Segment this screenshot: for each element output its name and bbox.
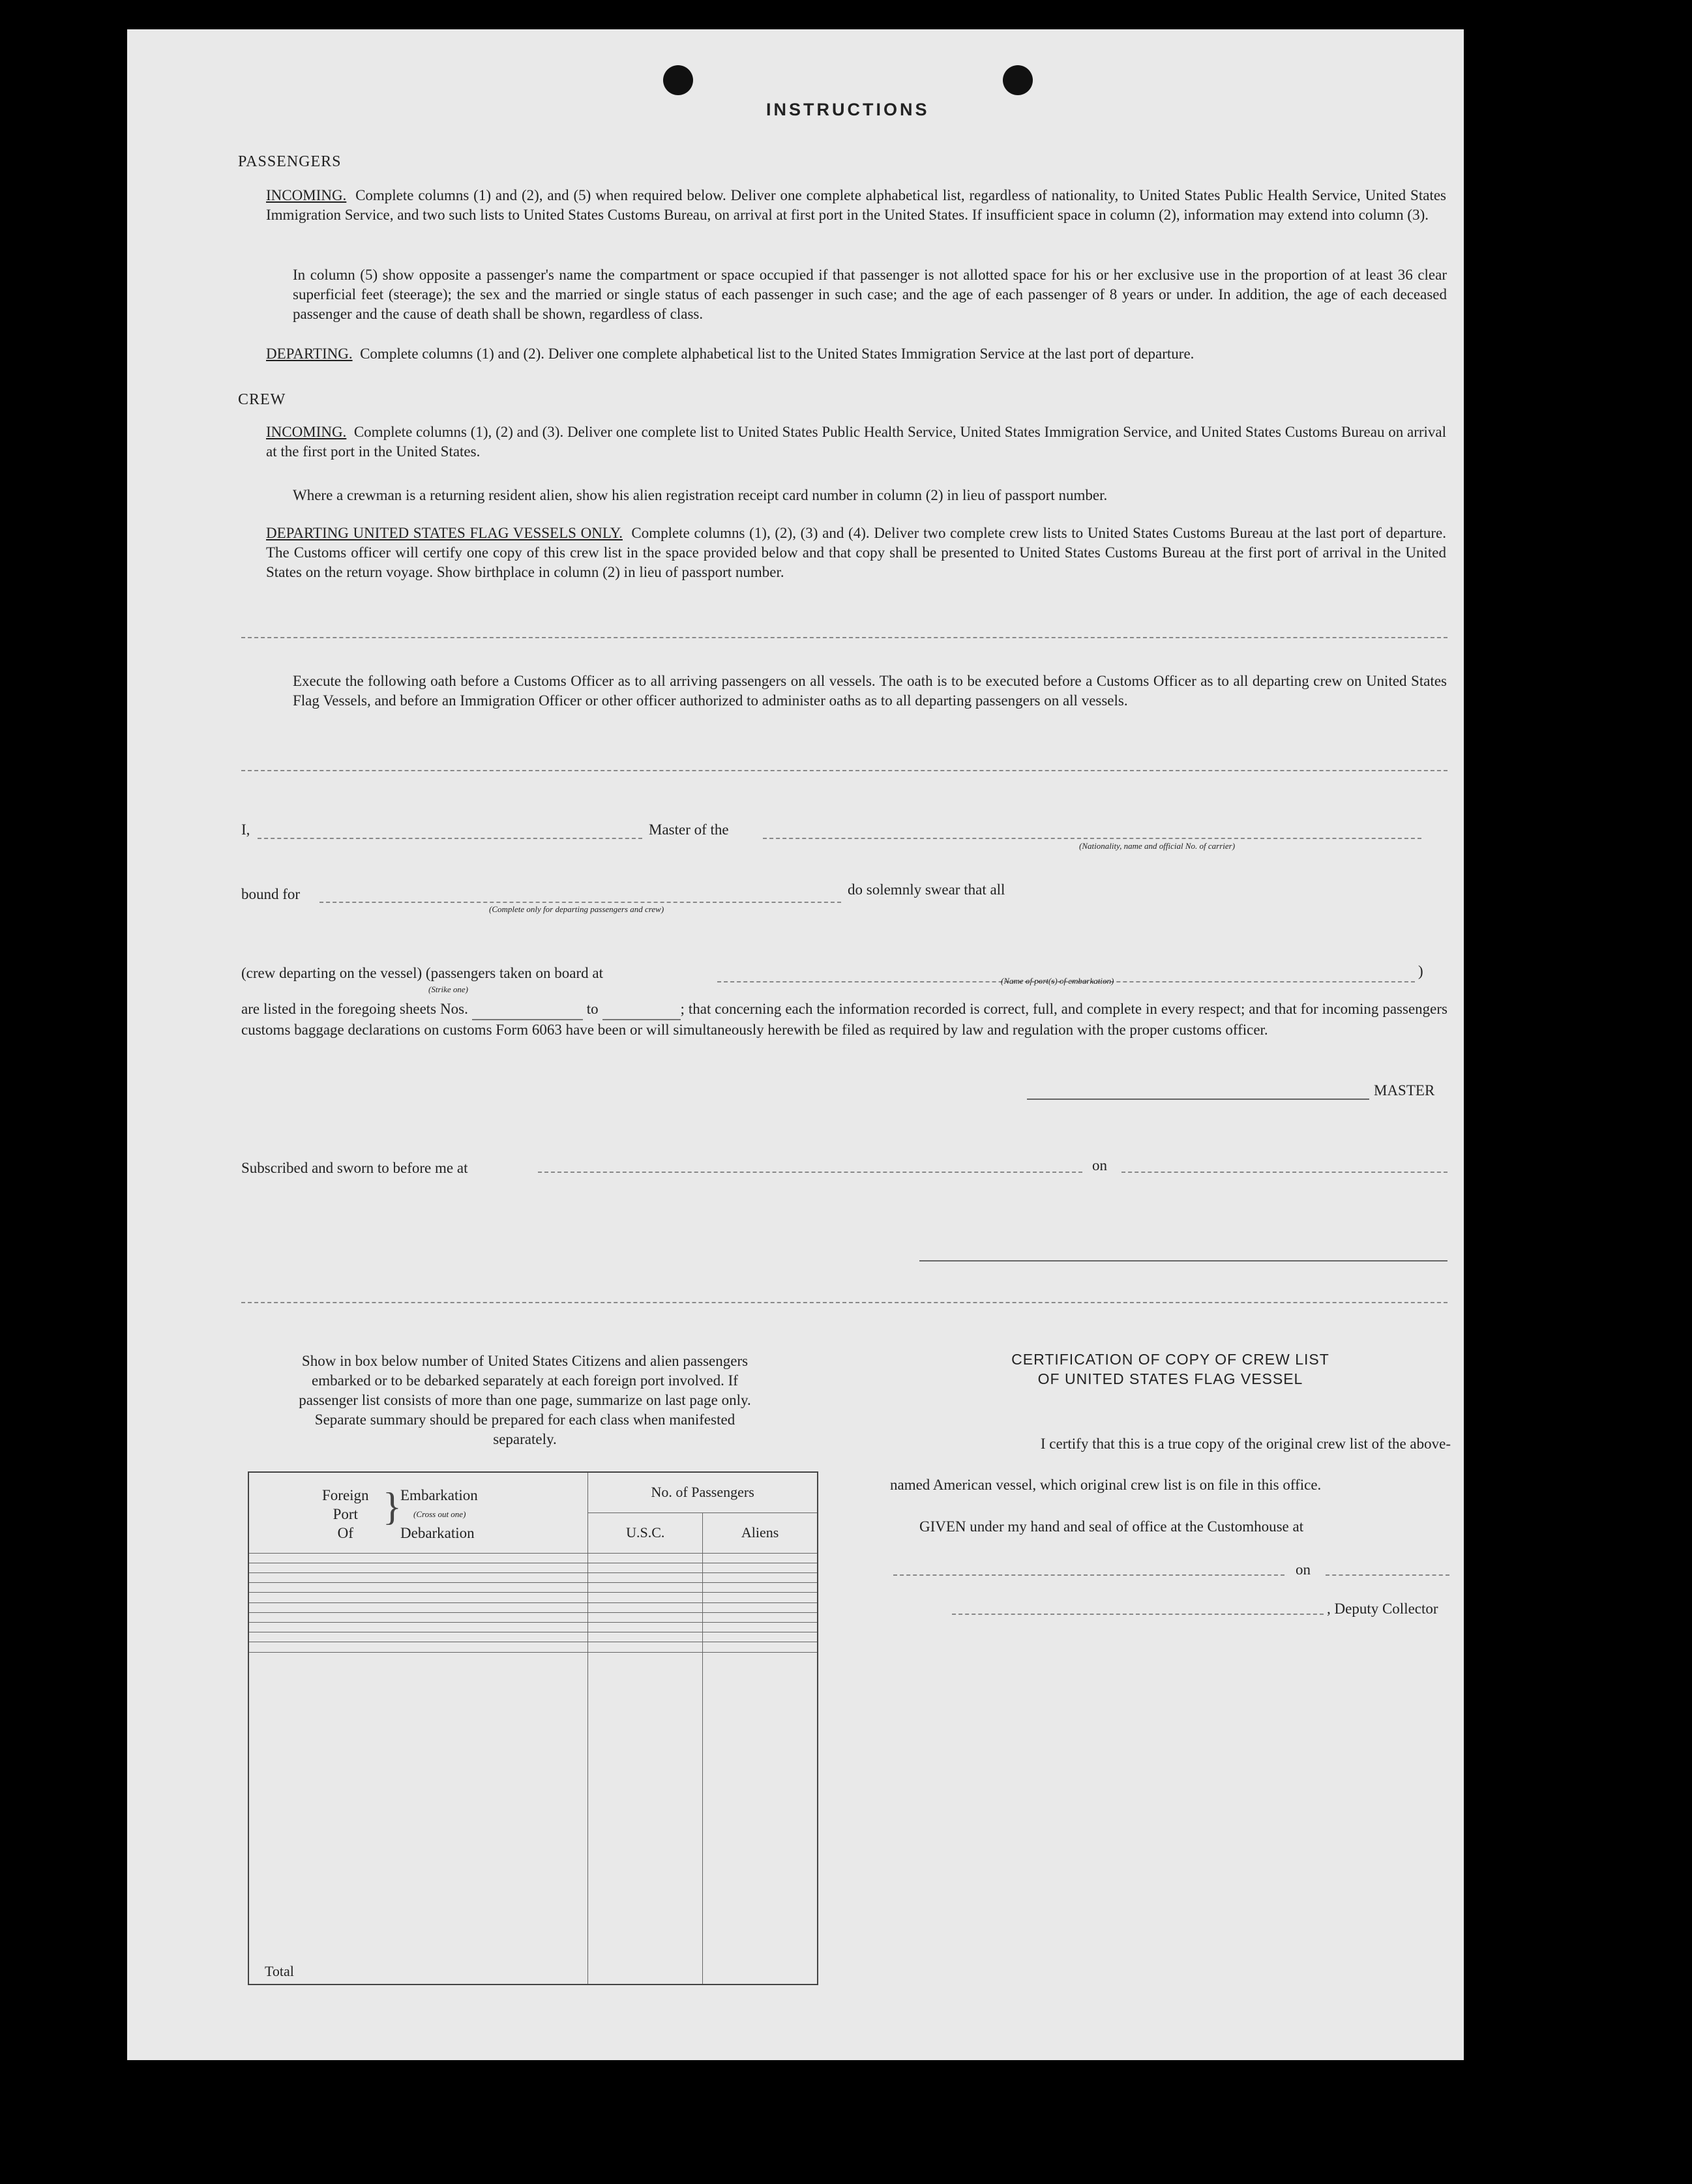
- punch-hole: [1003, 65, 1033, 95]
- cert-deputy: , Deputy Collector: [1327, 1601, 1438, 1617]
- port-cell[interactable]: [248, 1632, 588, 1642]
- table-row[interactable]: [248, 1622, 818, 1632]
- crew-incoming: [266, 422, 1446, 462]
- oath-listed: [241, 999, 1447, 1040]
- total-usc-cell[interactable]: [588, 1652, 703, 1985]
- cert-on: on: [1296, 1561, 1311, 1578]
- debarkation-label: Debarkation: [400, 1525, 475, 1541]
- table-row[interactable]: [248, 1602, 818, 1612]
- cross-out-caption: (Cross out one): [413, 1509, 466, 1519]
- usc-cell[interactable]: [588, 1583, 703, 1593]
- oath-intro: Execute the following oath before a Customs Officer as to all arriving passengers on all vessels. The oath is to be executed before a Customs Officer as to all departing crew on United States Flag Vessels, and before an Immigration Officer or other officer authorized to administer oaths as to all departing passengers on all vessels.: [293, 673, 1447, 709]
- aliens-cell[interactable]: [703, 1622, 818, 1632]
- aliens-cell[interactable]: [703, 1602, 818, 1612]
- aliens-cell[interactable]: [703, 1593, 818, 1602]
- sworn-place-field[interactable]: [538, 1172, 1082, 1173]
- aliens-cell[interactable]: [703, 1553, 818, 1563]
- master-name-field[interactable]: [258, 838, 642, 839]
- foreign-label: Foreign: [322, 1487, 369, 1503]
- table-row[interactable]: [248, 1632, 818, 1642]
- usc-cell[interactable]: [588, 1642, 703, 1652]
- usc-cell[interactable]: [588, 1572, 703, 1582]
- oath-bound-for: bound for: [241, 886, 301, 902]
- brace: }: [383, 1485, 402, 1528]
- port-cell[interactable]: [248, 1602, 588, 1612]
- usc-cell[interactable]: [588, 1563, 703, 1572]
- aliens-cell[interactable]: [703, 1572, 818, 1582]
- passengers-incoming: [266, 186, 1446, 225]
- table-row[interactable]: [248, 1572, 818, 1582]
- foreign-port-of: [322, 1486, 369, 1542]
- carrier-field[interactable]: [763, 838, 1421, 839]
- passenger-summary-table: [248, 1471, 818, 1985]
- oath-subscribed: Subscribed and sworn to before me at: [241, 1160, 468, 1176]
- oath-swear: do solemnly swear that all: [848, 881, 1005, 898]
- crew-incoming-label: INCOMING.: [266, 424, 347, 440]
- table-row[interactable]: [248, 1563, 818, 1572]
- oath-listed-rest: ; that concerning each the information recorded is correct, full, and complete in every respect; and that for incoming passengers customs baggage declarations on customs Form 6063 have been or will simultaneously herewith be filed as required by law and regulation with the proper customs officer.: [241, 1001, 1447, 1038]
- crew-heading: CREW: [238, 391, 286, 408]
- total-row[interactable]: [248, 1652, 818, 1985]
- port-cell[interactable]: [248, 1553, 588, 1563]
- nationality-caption: (Nationality, name and official No. of carrier): [1079, 841, 1236, 851]
- total-aliens-cell[interactable]: [703, 1652, 818, 1985]
- of-label: Of: [337, 1525, 353, 1541]
- closing-paren: ): [1418, 963, 1423, 979]
- port-header: [248, 1472, 588, 1553]
- embarkation-label: Embarkation: [400, 1487, 478, 1503]
- aliens-cell[interactable]: [703, 1583, 818, 1593]
- table-row[interactable]: [248, 1642, 818, 1652]
- cert-date-field[interactable]: [1326, 1574, 1449, 1576]
- crew-alien: Where a crewman is a returning resident alien, show his alien registration receipt card number in column (2) in lieu of passport number.: [293, 487, 1108, 503]
- usc-cell[interactable]: [588, 1622, 703, 1632]
- usc-cell[interactable]: [588, 1553, 703, 1563]
- deputy-signature-field[interactable]: [952, 1614, 1324, 1615]
- passengers-departing: [266, 344, 1446, 364]
- table-row[interactable]: [248, 1553, 818, 1563]
- page-title: INSTRUCTIONS: [766, 100, 930, 119]
- port-cell[interactable]: [248, 1642, 588, 1652]
- form-page: [127, 29, 1464, 2060]
- aliens-cell[interactable]: [703, 1642, 818, 1652]
- certification-heading-line2: OF UNITED STATES FLAG VESSEL: [1037, 1370, 1303, 1387]
- ports-caption: (Name of port(s) of embarkation): [1001, 976, 1114, 986]
- passengers-heading: PASSENGERS: [238, 153, 342, 170]
- passengers-column5: In column (5) show opposite a passenger's name the compartment or space occupied if that passenger is not allotted space for his or her exclusive use in the proportion of at least 36 clear superficial feet (steerage); the sex and the married or single status of each passenger in such case; and the age of each passenger of 8 years or under. In addition, the age of each deceased passenger and the cause of death shall be shown, regardless of class.: [293, 267, 1447, 322]
- port-label: Port: [333, 1506, 358, 1522]
- table-row[interactable]: [248, 1583, 818, 1593]
- summary-instructions: Show in box below number of United States Citizens and alien passengers embarked or to be debarked separately at each foreign port involved. If passenger list consists of more than one page, summarize on last page only. Separate summary should be prepared for each class when manifested separately.: [299, 1353, 751, 1447]
- crew-incoming-text: Complete columns (1), (2) and (3). Deliver one complete list to United States Public Health Service, United States Immigration Service, and United States Customs Bureau on arrival at the first port in the United States.: [266, 424, 1446, 460]
- aliens-header: Aliens: [703, 1513, 818, 1553]
- divider: [241, 770, 1447, 771]
- bound-for-field[interactable]: [319, 902, 841, 903]
- port-cell[interactable]: [248, 1593, 588, 1602]
- port-cell[interactable]: [248, 1583, 588, 1593]
- usc-cell[interactable]: [588, 1632, 703, 1642]
- table-row[interactable]: [248, 1612, 818, 1622]
- oath-to: to: [586, 1001, 599, 1017]
- table-row[interactable]: [248, 1593, 818, 1602]
- port-cell[interactable]: [248, 1572, 588, 1582]
- customhouse-field[interactable]: [893, 1574, 1284, 1576]
- officer-signature-field[interactable]: [919, 1260, 1447, 1262]
- sworn-date-field[interactable]: [1121, 1172, 1447, 1173]
- oath-master-of-the: Master of the: [649, 821, 729, 838]
- oath-crew-passengers: (crew departing on the vessel) (passengers taken on board at: [241, 965, 603, 981]
- passengers-incoming-text: Complete columns (1) and (2), and (5) when required below. Deliver one complete alphabetical list, regardless of nationality, to United States Public Health Service, United States Immigration Service, and two such lists to United States Customs Bureau, on arrival at first port in the United States. If insufficient space in column (2), information may extend into column (3).: [266, 187, 1446, 223]
- embark-debark: [400, 1486, 478, 1542]
- cert-line3: GIVEN under my hand and seal of office at the Customhouse at: [919, 1518, 1304, 1535]
- port-cell[interactable]: [248, 1612, 588, 1622]
- usc-header: U.S.C.: [588, 1513, 703, 1553]
- total-label: Total: [248, 1652, 588, 1985]
- strike-caption: (Strike one): [428, 984, 469, 994]
- crew-departing-label: DEPARTING UNITED STATES FLAG VESSELS ONLY.: [266, 525, 623, 541]
- punch-hole: [663, 65, 693, 95]
- aliens-cell[interactable]: [703, 1612, 818, 1622]
- usc-cell[interactable]: [588, 1593, 703, 1602]
- port-cell[interactable]: [248, 1563, 588, 1572]
- port-cell[interactable]: [248, 1622, 588, 1632]
- passengers-departing-label: DEPARTING.: [266, 346, 353, 362]
- crew-departing-text: Complete columns (1), (2), (3) and (4). Deliver two complete crew lists to United States Customs Bureau at the last port of departure. The Customs officer will certify one copy of this crew list in the space provided below and that copy shall be presented to United States Customs Bureau at the first port of arrival in the United States on the return voyage. Show birthplace in column (2) in lieu of passport number.: [266, 525, 1447, 580]
- passengers-incoming-label: INCOMING.: [266, 187, 347, 203]
- usc-cell[interactable]: [588, 1612, 703, 1622]
- no-of-passengers-header: No. of Passengers: [588, 1472, 818, 1513]
- oath-listed-label: are listed in the foregoing sheets Nos.: [241, 1001, 468, 1017]
- sheet-from-field[interactable]: [472, 999, 583, 1020]
- divider: [241, 637, 1447, 638]
- cert-line2: named American vessel, which original crew list is on file in this office.: [890, 1477, 1322, 1493]
- master-signature-field[interactable]: [1027, 1099, 1369, 1100]
- aliens-cell[interactable]: [703, 1632, 818, 1642]
- usc-cell[interactable]: [588, 1602, 703, 1612]
- oath-on: on: [1092, 1157, 1107, 1173]
- oath-i: I,: [241, 821, 250, 838]
- divider: [241, 1302, 1447, 1303]
- sheet-to-field[interactable]: [602, 999, 681, 1020]
- complete-only-caption: (Complete only for departing passengers and crew): [489, 904, 664, 914]
- aliens-cell[interactable]: [703, 1563, 818, 1572]
- passengers-departing-text: Complete columns (1) and (2). Deliver one complete alphabetical list to the United States Immigration Service at the last port of departure.: [360, 346, 1195, 362]
- certification-heading: [910, 1350, 1431, 1389]
- certification-heading-line1: CERTIFICATION OF COPY OF CREW LIST: [1011, 1351, 1329, 1368]
- crew-departing: [266, 524, 1446, 582]
- master-label: MASTER: [1374, 1082, 1435, 1099]
- cert-line1: I certify that this is a true copy of the original crew list of the above-: [1040, 1436, 1451, 1452]
